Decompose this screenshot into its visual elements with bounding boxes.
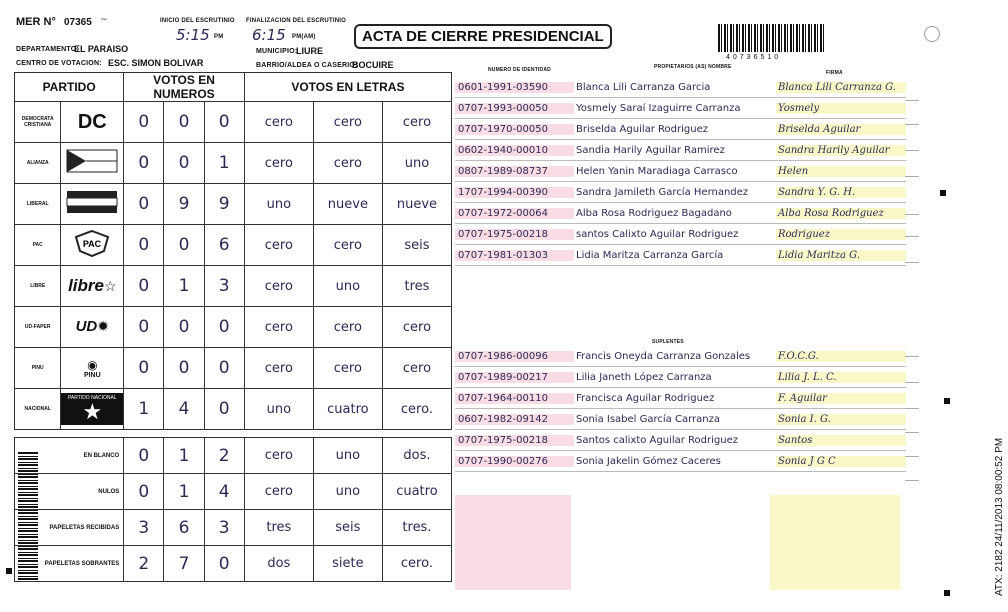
- votes-table: [14, 72, 452, 582]
- party-row: [15, 102, 452, 143]
- barrio-label: BARRIO/ALDEA O CASERIO:: [256, 62, 358, 69]
- member-signature: F.O.C.G.: [776, 351, 906, 362]
- party-row: [15, 266, 452, 307]
- identity-number: 0707-1981-01303: [455, 250, 574, 261]
- margin-tick: [905, 124, 919, 125]
- col-numeros: VOTOS EN NUMEROS: [124, 73, 245, 102]
- vote-digit: 6: [164, 510, 204, 546]
- vote-word: uno: [244, 184, 313, 225]
- barcode-number: 40736510: [726, 54, 782, 61]
- col-letras: VOTOS EN LETRAS: [244, 73, 451, 102]
- member-signature: Yosmely: [776, 103, 906, 114]
- identity-number: 0707-1964-00110: [455, 393, 574, 404]
- party-row: [15, 307, 452, 348]
- pinu-logo-icon: PINU: [83, 371, 101, 379]
- member-row: [455, 347, 906, 367]
- registration-mark-icon: [944, 398, 950, 404]
- finalizacion-label: FINALIZACION DEL ESCRUTINIO: [246, 18, 346, 24]
- registration-mark-icon: [6, 568, 12, 574]
- party-name: NACIONAL: [15, 389, 61, 430]
- col-nombre: PROPIETARIOS (AS) NOMBRE: [654, 64, 732, 70]
- member-name: Helen Yanin Maradiaga Carrasco: [576, 166, 738, 177]
- member-row: [455, 225, 906, 245]
- barcode-icon: [718, 24, 826, 52]
- member-signature: Sandra Y. G. H.: [776, 187, 906, 198]
- vote-digit: 0: [164, 143, 204, 184]
- registration-mark-icon: [940, 190, 946, 196]
- vote-word: uno: [313, 438, 382, 474]
- member-name: Blanca Lili Carranza Garcia: [576, 82, 711, 93]
- mer-label: MER N°: [16, 16, 56, 28]
- centro-label: CENTRO DE VOTACION:: [16, 60, 102, 67]
- vote-word: uno: [313, 266, 382, 307]
- finalizacion-value: 6:15: [252, 26, 286, 44]
- vote-word: cero: [244, 225, 313, 266]
- star-icon: ☆: [103, 278, 117, 294]
- member-signature: Lidia Maritza G.: [776, 250, 906, 261]
- identity-number: 0707-1970-00050: [455, 124, 574, 135]
- identity-number: 0707-1989-00217: [455, 372, 574, 383]
- vote-digit: 3: [204, 266, 244, 307]
- identity-number: 0602-1940-00010: [455, 145, 574, 156]
- vote-word: cero: [382, 348, 451, 389]
- document-title: ACTA DE CIERRE PRESIDENCIAL: [354, 24, 612, 49]
- party-name: UD-FAPER: [15, 307, 61, 348]
- member-signature: Sonia J G C: [776, 456, 906, 467]
- party-name: PINU: [15, 348, 61, 389]
- pinu-emblem-icon: ◉: [87, 357, 98, 372]
- vote-word: cero: [244, 474, 313, 510]
- party-name: PAC: [15, 225, 61, 266]
- party-row: [15, 225, 452, 266]
- margin-tick: [905, 176, 919, 177]
- member-name: Francisca Aguilar Rodriguez: [576, 393, 715, 404]
- member-signature: Rodriguez: [776, 229, 906, 240]
- empty-signature-area: [770, 495, 900, 590]
- vote-word: cero: [313, 348, 382, 389]
- identity-number: 0707-1972-00064: [455, 208, 574, 219]
- nacional-logo-text: PARTIDO NACIONAL: [67, 395, 117, 401]
- corner-circle-icon: [924, 26, 940, 42]
- member-signature: Helen: [776, 166, 906, 177]
- vote-word: cero: [244, 143, 313, 184]
- member-row: [455, 120, 906, 140]
- vote-digit: 0: [124, 307, 164, 348]
- margin-tick: [905, 356, 919, 357]
- totals-row: [15, 474, 452, 510]
- vote-word: cero: [244, 102, 313, 143]
- identity-number: 0707-1975-00218: [455, 229, 574, 240]
- totals-label: NULOS: [15, 474, 124, 510]
- member-signature: Blanca Lili Carranza G.: [776, 82, 906, 93]
- vote-word: nueve: [382, 184, 451, 225]
- vote-digit: 1: [124, 389, 164, 430]
- barrio-value: BOCUIRE: [352, 60, 394, 70]
- vote-word: cero: [382, 307, 451, 348]
- member-name: santos Calixto Aguilar Rodriguez: [576, 229, 739, 240]
- dc-logo-icon: DC: [77, 110, 107, 133]
- vote-digit: 0: [204, 389, 244, 430]
- svg-text:PAC: PAC: [83, 238, 102, 249]
- vote-word: cero: [382, 102, 451, 143]
- margin-tick: [905, 480, 919, 481]
- vote-digit: 4: [204, 474, 244, 510]
- vote-word: tres.: [382, 510, 451, 546]
- identity-number: 0707-1986-00096: [455, 351, 574, 362]
- vote-digit: 2: [124, 546, 164, 582]
- sun-icon: ✹: [97, 318, 109, 334]
- identity-number: 0601-1991-03590: [455, 82, 574, 93]
- totals-row: [15, 510, 452, 546]
- member-row: [455, 389, 906, 409]
- nacional-star-icon: ★: [82, 399, 103, 424]
- vote-word: tres: [382, 266, 451, 307]
- party-logo: [61, 389, 124, 430]
- member-signature: Alba Rosa Rodriguez: [776, 208, 906, 219]
- member-name: Lilia Janeth López Carranza: [576, 372, 712, 383]
- departamento-label: DEPARTAMENTO:: [16, 46, 79, 53]
- member-name: Yosmely Saraí Izaguirre Carranza: [576, 103, 741, 114]
- vote-word: seis: [382, 225, 451, 266]
- party-name: ALIANZA: [15, 143, 61, 184]
- vote-word: nueve: [313, 184, 382, 225]
- vote-word: seis: [313, 510, 382, 546]
- vote-word: dos: [244, 546, 313, 582]
- member-row: [455, 204, 906, 224]
- party-row: [15, 348, 452, 389]
- party-name: LIBRE: [15, 266, 61, 307]
- member-name: Santos calixto Aguilar Rodriguez: [576, 435, 739, 446]
- timestamp-stamp: ATX: 2182 24/11/2013 08:00:52 PM: [994, 437, 1005, 596]
- mer-handwritten-mark: ~: [100, 15, 108, 25]
- vote-word: cero: [244, 307, 313, 348]
- vote-word: cero: [244, 438, 313, 474]
- party-logo: [61, 266, 124, 307]
- member-signature: Sandra Harily Aguilar: [776, 145, 906, 156]
- vote-digit: 0: [164, 225, 204, 266]
- vote-digit: 0: [204, 102, 244, 143]
- inicio-label: INICIO DEL ESCRUTINIO: [160, 18, 235, 24]
- vote-digit: 2: [204, 438, 244, 474]
- vote-word: tres: [244, 510, 313, 546]
- liberal-flag-icon: [66, 190, 118, 214]
- identity-number: 0707-1990-00276: [455, 456, 574, 467]
- col-identidad: NUMERO DE IDENTIDAD: [488, 67, 551, 73]
- vote-word: uno: [382, 143, 451, 184]
- party-logo: [61, 225, 124, 266]
- vote-digit: 1: [164, 474, 204, 510]
- party-name: LIBERAL: [15, 184, 61, 225]
- vote-digit: 9: [204, 184, 244, 225]
- vote-digit: 1: [164, 266, 204, 307]
- totals-label: PAPELETAS SOBRANTES: [15, 546, 124, 582]
- member-row: [455, 246, 906, 266]
- vote-digit: 0: [164, 102, 204, 143]
- member-signature: Santos: [776, 435, 906, 446]
- vote-digit: 3: [204, 510, 244, 546]
- margin-tick: [905, 150, 919, 151]
- party-row: [15, 184, 452, 225]
- member-row: [455, 368, 906, 388]
- totals-row: [15, 438, 452, 474]
- margin-tick: [905, 236, 919, 237]
- municipio-value: LIURE: [296, 46, 323, 56]
- identity-number: 1707-1994-00390: [455, 187, 574, 198]
- member-name: Sonia Jakelin Gómez Caceres: [576, 456, 721, 467]
- member-name: Lidia Maritza Carranza García: [576, 250, 724, 261]
- col-partido: PARTIDO: [15, 73, 124, 102]
- member-signature: Briselda Aguilar: [776, 124, 906, 135]
- member-name: Sandra Jamileth García Hernandez: [576, 187, 749, 198]
- party-logo: [61, 102, 124, 143]
- margin-tick: [905, 432, 919, 433]
- identity-number: 0807-1989-08737: [455, 166, 574, 177]
- vote-digit: 0: [124, 184, 164, 225]
- suplentes-label: SUPLENTES: [652, 339, 684, 345]
- margin-tick: [905, 382, 919, 383]
- vote-digit: 6: [204, 225, 244, 266]
- inicio-value: 5:15: [176, 26, 210, 44]
- inicio-period: PM: [214, 34, 224, 40]
- member-name: Alba Rosa Rodriguez Bagadano: [576, 208, 732, 219]
- member-row: [455, 141, 906, 161]
- member-signature: Lilia J. L. C.: [776, 372, 906, 383]
- pac-shield-icon: [72, 229, 112, 257]
- vote-digit: 7: [164, 546, 204, 582]
- vote-digit: 0: [124, 348, 164, 389]
- vote-digit: 9: [164, 184, 204, 225]
- vote-word: siete: [313, 546, 382, 582]
- identity-number: 0707-1975-00218: [455, 435, 574, 446]
- vote-digit: 0: [204, 546, 244, 582]
- member-name: Briselda Aguilar Rodriguez: [576, 124, 708, 135]
- vote-digit: 0: [164, 307, 204, 348]
- member-signature: F. Aguilar: [776, 393, 906, 404]
- vote-word: cero: [313, 102, 382, 143]
- ud-sun-icon: UD: [75, 318, 98, 335]
- vote-digit: 0: [124, 266, 164, 307]
- vote-word: cuatro: [382, 474, 451, 510]
- party-row: [15, 389, 452, 430]
- identity-number: 0607-1982-09142: [455, 414, 574, 425]
- totals-row: [15, 546, 452, 582]
- party-name: DEMOCRATA CRISTIANA: [15, 102, 61, 143]
- vote-word: cero: [313, 143, 382, 184]
- centro-value: ESC. SIMON BOLIVAR: [108, 58, 204, 68]
- vote-digit: 4: [164, 389, 204, 430]
- vote-word: cero: [244, 348, 313, 389]
- departamento-value: EL PARAISO: [74, 44, 129, 54]
- vote-digit: 0: [124, 225, 164, 266]
- libre-star-icon: libre: [68, 276, 104, 295]
- member-signature: Sonia I. G.: [776, 414, 906, 425]
- totals-label: PAPELETAS RECIBIDAS: [15, 510, 124, 546]
- member-row: [455, 162, 906, 182]
- margin-tick: [905, 456, 919, 457]
- vote-digit: 0: [124, 438, 164, 474]
- member-row: [455, 431, 906, 451]
- col-firma: FIRMA: [826, 70, 843, 76]
- margin-tick: [905, 262, 919, 263]
- vote-digit: 0: [124, 102, 164, 143]
- vote-digit: 0: [164, 348, 204, 389]
- party-logo: [61, 348, 124, 389]
- municipio-label: MUNICIPIO:: [256, 48, 298, 55]
- registration-mark-icon: [944, 590, 950, 596]
- member-row: [455, 78, 906, 98]
- alianza-flag-icon: [66, 149, 118, 173]
- vote-digit: 0: [124, 143, 164, 184]
- vote-digit: 1: [204, 143, 244, 184]
- party-logo: [61, 307, 124, 348]
- margin-tick: [905, 214, 919, 215]
- vote-digit: 1: [164, 438, 204, 474]
- member-name: Francis Oneyda Carranza Gonzales: [576, 351, 751, 362]
- party-logo: [61, 143, 124, 184]
- member-row: [455, 99, 906, 119]
- vote-word: uno: [244, 389, 313, 430]
- vote-word: dos.: [382, 438, 451, 474]
- finalizacion-period: PM(AM): [292, 34, 316, 40]
- party-row: [15, 143, 452, 184]
- vote-word: cero: [244, 266, 313, 307]
- margin-tick: [905, 408, 919, 409]
- vote-digit: 0: [204, 307, 244, 348]
- member-name: Sandia Harily Aguilar Ramirez: [576, 145, 725, 156]
- vote-word: cero: [313, 307, 382, 348]
- member-row: [455, 183, 906, 203]
- identity-number: 0707-1993-00050: [455, 103, 574, 114]
- vote-word: cero.: [382, 546, 451, 582]
- party-logo: [61, 184, 124, 225]
- empty-identity-area: [455, 495, 571, 590]
- member-row: [455, 410, 906, 430]
- vote-word: cero: [313, 225, 382, 266]
- vote-digit: 0: [204, 348, 244, 389]
- vote-word: uno: [313, 474, 382, 510]
- vote-word: cuatro: [313, 389, 382, 430]
- mer-number: 07365: [64, 17, 92, 28]
- member-row: [455, 452, 906, 472]
- totals-label: EN BLANCO: [15, 438, 124, 474]
- vote-word: cero.: [382, 389, 451, 430]
- vote-digit: 0: [124, 474, 164, 510]
- vote-digit: 3: [124, 510, 164, 546]
- margin-tick: [905, 100, 919, 101]
- member-name: Sonia Isabel García Carranza: [576, 414, 720, 425]
- table-spacer: [15, 430, 452, 438]
